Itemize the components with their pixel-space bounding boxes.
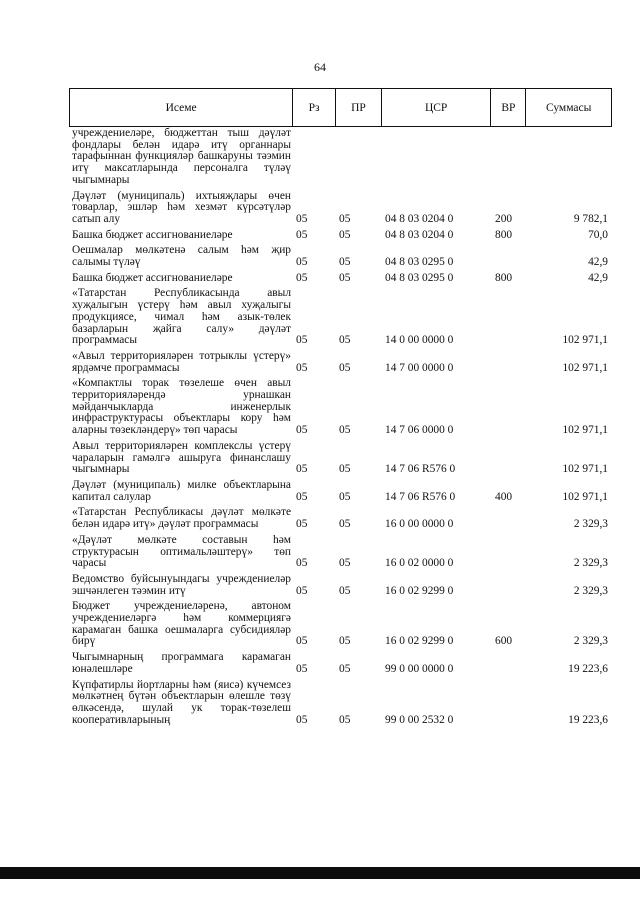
page-bottom-border (0, 867, 640, 879)
row-amount: 2 329,3 (573, 557, 608, 570)
row-rz: 05 (296, 463, 308, 476)
row-pr: 05 (339, 490, 351, 503)
row-pr: 05 (339, 334, 351, 347)
row-vr: 400 (495, 490, 513, 503)
table-row (69, 441, 612, 476)
row-name: Дәүләт (муниципаль) милке объектларына капитал салулар (72, 478, 291, 503)
row-rz: 05 (296, 584, 308, 597)
row-name: Күпфатирлы йортларны һәм (яисә) күчемсез мөлкәтнең бүтән объектларын өлешле төзү өлкәсендә, шулай ук торак-төзелеш кооперативларының (72, 678, 291, 726)
row-amount: 19 223,6 (568, 662, 608, 675)
header-rz: Рз (293, 89, 336, 126)
row-amount: 9 782,1 (573, 212, 608, 225)
row-rz: 05 (296, 557, 308, 570)
row-csr: 16 0 02 9299 0 (385, 635, 454, 648)
row-pr: 05 (339, 271, 351, 284)
row-csr: 04 8 03 0295 0 (385, 271, 454, 284)
row-rz: 05 (296, 662, 308, 675)
row-name: «Компактлы торак төзелеше өчен авыл территорияләрендә урнашкан мәйданчыкларда инженерлык инфраструктурасы объектлары кору һәм аларны төзекләндерү» төп чарасы (72, 377, 291, 437)
row-name: «Дәүләт мөлкәте составын һәм структурасын оптимальләштерү» төп чарасы (72, 533, 291, 570)
row-amount: 2 329,3 (573, 635, 608, 648)
row-amount: 70,0 (588, 228, 608, 241)
row-amount: 42,9 (588, 271, 608, 284)
row-name: Авыл территорияләрен комплекслы үстерү чараларын гамәлгә ашыруга финанслашу чыгымнары (72, 439, 291, 476)
row-amount: 2 329,3 (573, 518, 608, 531)
budget-table (69, 88, 612, 726)
row-rz: 05 (296, 228, 308, 241)
row-pr: 05 (339, 518, 351, 531)
row-vr: 600 (495, 635, 513, 648)
row-rz: 05 (296, 361, 308, 374)
row-pr: 05 (339, 635, 351, 648)
row-pr: 05 (339, 713, 351, 726)
table-row (69, 245, 612, 268)
row-rz: 05 (296, 518, 308, 531)
row-amount: 42,9 (588, 256, 608, 269)
table-row (69, 680, 612, 727)
row-name: «Авыл территорияләрен тотрыклы үстерү» ярдәмче программасы (72, 349, 291, 374)
row-pr: 05 (339, 557, 351, 570)
row-vr: 800 (495, 271, 513, 284)
table-row (69, 191, 612, 226)
row-name: Оешмалар мөлкәтенә салым һәм җир салымы түләү (72, 244, 291, 269)
row-csr: 16 0 02 0000 0 (385, 557, 454, 570)
row-name: Чыгымнарның программага карамаган юнәлешләре (72, 651, 291, 675)
row-csr: 14 0 00 0000 0 (385, 334, 454, 347)
row-rz: 05 (296, 271, 308, 284)
row-name: «Татарстан Республикасында авыл хуҗалыгын үстерү һәм авыл хуҗалыгы продукциясе, чимал һәм азык-төлек базарларын җайга салу» дәүләт программасы (72, 287, 291, 347)
page-number: 64 (314, 60, 326, 74)
row-pr: 05 (339, 361, 351, 374)
table-row (69, 601, 612, 648)
header-amount: Суммасы (545, 101, 592, 114)
row-amount: 102 971,1 (562, 361, 608, 374)
row-csr: 04 8 03 0204 0 (385, 228, 454, 241)
header-csr: ЦСР (382, 89, 492, 126)
row-name: Ведомство буйсынуындагы учреждениеләр эшчәнлеген тәэмин итү (72, 572, 291, 597)
row-csr: 16 0 02 9299 0 (385, 584, 454, 597)
row-pr: 05 (339, 256, 351, 269)
row-amount: 2 329,3 (573, 584, 608, 597)
row-csr: 04 8 03 0204 0 (385, 212, 454, 225)
row-pr: 05 (339, 584, 351, 597)
header-pr: ПР (336, 89, 382, 126)
row-amount: 19 223,6 (568, 713, 608, 726)
table-row (69, 507, 612, 530)
table-row (69, 351, 612, 374)
header-vr: ВР (491, 89, 526, 126)
row-name: Башка бюджет ассигнованиеләре (72, 228, 233, 241)
row-pr: 05 (339, 463, 351, 476)
row-amount: 102 971,1 (562, 334, 608, 347)
table-row (69, 230, 612, 242)
row-csr: 14 7 06 0000 0 (385, 424, 454, 437)
row-rz: 05 (296, 424, 308, 437)
row-amount: 102 971,1 (562, 490, 608, 503)
row-csr: 14 7 06 R576 0 (385, 490, 456, 503)
row-name: Бюджет учреждениеләренә, автоном учреждениеләргә һәм коммерциягә карамаган башка оешмаларга субсидияләр бирү (72, 600, 291, 648)
table-row (69, 128, 612, 187)
row-csr: 14 7 00 0000 0 (385, 361, 454, 374)
row-csr: 14 7 06 R576 0 (385, 463, 456, 476)
row-csr: 04 8 03 0295 0 (385, 256, 454, 269)
row-amount: 102 971,1 (562, 463, 608, 476)
row-name: Башка бюджет ассигнованиеләре (72, 271, 233, 284)
table-header (69, 88, 612, 127)
row-rz: 05 (296, 212, 308, 225)
row-rz: 05 (296, 713, 308, 726)
row-vr: 200 (495, 212, 513, 225)
table-row (69, 273, 612, 285)
row-csr: 16 0 00 0000 0 (385, 518, 454, 531)
row-rz: 05 (296, 256, 308, 269)
row-name: «Татарстан Республикасы дәүләт мөлкәте белән идарә итү» дәүләт программасы (72, 506, 291, 531)
table-row (69, 652, 612, 675)
table-row (69, 378, 612, 437)
row-vr: 800 (495, 228, 513, 241)
row-pr: 05 (339, 662, 351, 675)
row-rz: 05 (296, 635, 308, 648)
table-row (69, 535, 612, 570)
row-rz: 05 (296, 490, 308, 503)
row-pr: 05 (339, 228, 351, 241)
row-name: Дәүләт (муниципаль) ихтыяҗлары өчен товарлар, эшләр һәм хезмәт күрсәтүләр сатып алу (72, 189, 291, 225)
table-row (69, 288, 612, 347)
row-csr: 99 0 00 0000 0 (385, 662, 454, 675)
row-pr: 05 (339, 212, 351, 225)
table-row (69, 480, 612, 503)
table-row (69, 574, 612, 597)
header-name: Исеме (70, 89, 293, 126)
row-name: учреждениеләре, бюджеттан тыш дәүләт фондлары белән идарә итү органнары тарафыннан функцияләр башкаруны тәэмин итү максатларында персоналга түләү чыгымнары (72, 127, 291, 186)
row-rz: 05 (296, 334, 308, 347)
row-csr: 99 0 00 2532 0 (385, 713, 454, 726)
row-amount: 102 971,1 (562, 424, 608, 437)
row-pr: 05 (339, 424, 351, 437)
